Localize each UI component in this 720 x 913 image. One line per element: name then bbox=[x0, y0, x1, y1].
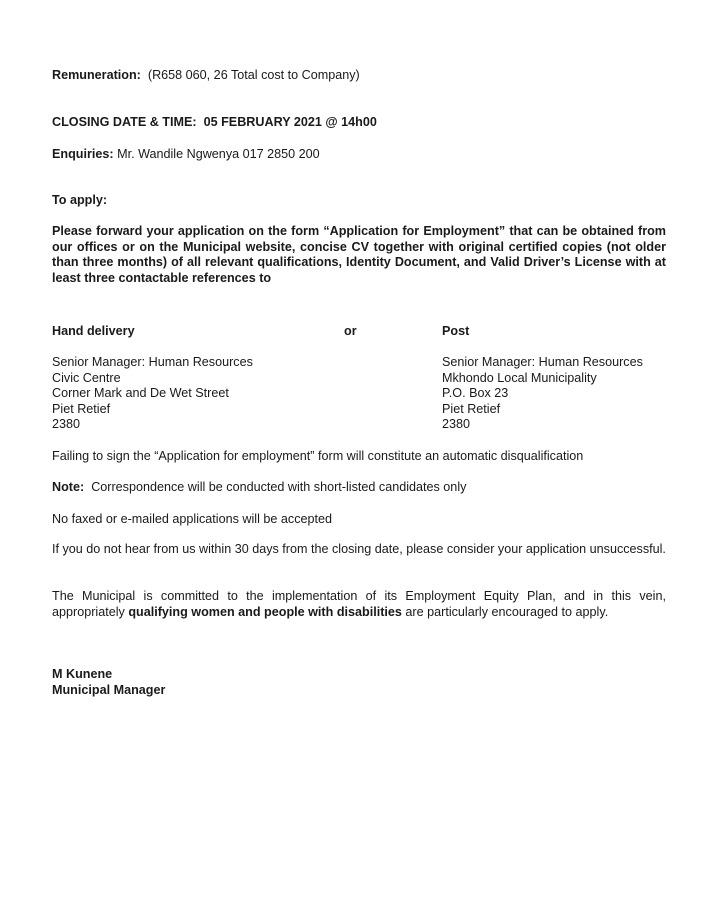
signatory-title: Municipal Manager bbox=[52, 683, 166, 697]
closing-label: CLOSING DATE & TIME: bbox=[52, 115, 197, 129]
address-line: 2380 bbox=[442, 417, 471, 432]
note-label: Note: bbox=[52, 480, 85, 494]
address-line: Piet Retief bbox=[52, 401, 111, 416]
hand-delivery-heading: Hand delivery bbox=[52, 324, 135, 338]
enquiries-line bbox=[52, 147, 666, 163]
note-line bbox=[52, 480, 666, 496]
or-label: or bbox=[344, 324, 357, 338]
equity-text-bold: qualifying women and people with disabilities bbox=[128, 604, 402, 619]
equity-text-pre: The Municipal is committed to the implementation of its Employment Equity Plan, and in this vein, appropriately bbox=[52, 589, 666, 619]
enquiries-value: Mr. Wandile Ngwenya 017 2850 200 bbox=[117, 147, 320, 161]
address-line: Senior Manager: Human Resources bbox=[442, 355, 643, 369]
thirty-days-text: If you do not hear from us within 30 days from the closing date, please consider your application unsuccessful. bbox=[52, 542, 666, 556]
enquiries-label: Enquiries: bbox=[52, 147, 114, 161]
address-line: P.O. Box 23 bbox=[442, 386, 509, 401]
post-address bbox=[442, 355, 643, 433]
to-apply-text: Please forward your application on the form “Application for Employment” that can be obtained from our offices or on the Municipal website, concise CV together with original certified copies (not older than three months) of all relevant qualifications, Identity Document, and Valid Driver’s License with at least three contactable references to bbox=[52, 224, 666, 285]
to-apply-heading: To apply: bbox=[52, 193, 108, 207]
remuneration-label: Remuneration: bbox=[52, 68, 141, 82]
equity-text bbox=[52, 589, 666, 620]
closing-value: 05 FEBRUARY 2021 @ 14h00 bbox=[203, 115, 377, 129]
address-line: Piet Retief bbox=[442, 401, 501, 416]
hand-delivery-address bbox=[52, 355, 253, 433]
address-line: Corner Mark and De Wet Street bbox=[52, 386, 229, 401]
equity-text-post: are particularly encouraged to apply. bbox=[405, 604, 609, 619]
note-text: Correspondence will be conducted with short-listed candidates only bbox=[91, 480, 467, 494]
remuneration-value: (R658 060, 26 Total cost to Company) bbox=[147, 68, 360, 82]
signatory-name: M Kunene bbox=[52, 667, 113, 681]
address-line: Civic Centre bbox=[52, 370, 121, 385]
failing-sign-text: Failing to sign the “Application for employment” form will constitute an automatic disqualification bbox=[52, 449, 584, 463]
closing-date-line bbox=[52, 115, 666, 131]
no-fax-text: No faxed or e-mailed applications will be accepted bbox=[52, 512, 333, 526]
post-heading: Post bbox=[442, 324, 470, 338]
address-line: 2380 bbox=[52, 417, 81, 432]
address-line: Senior Manager: Human Resources bbox=[52, 355, 253, 369]
address-line: Mkhondo Local Municipality bbox=[442, 370, 597, 385]
remuneration-line bbox=[52, 68, 666, 84]
